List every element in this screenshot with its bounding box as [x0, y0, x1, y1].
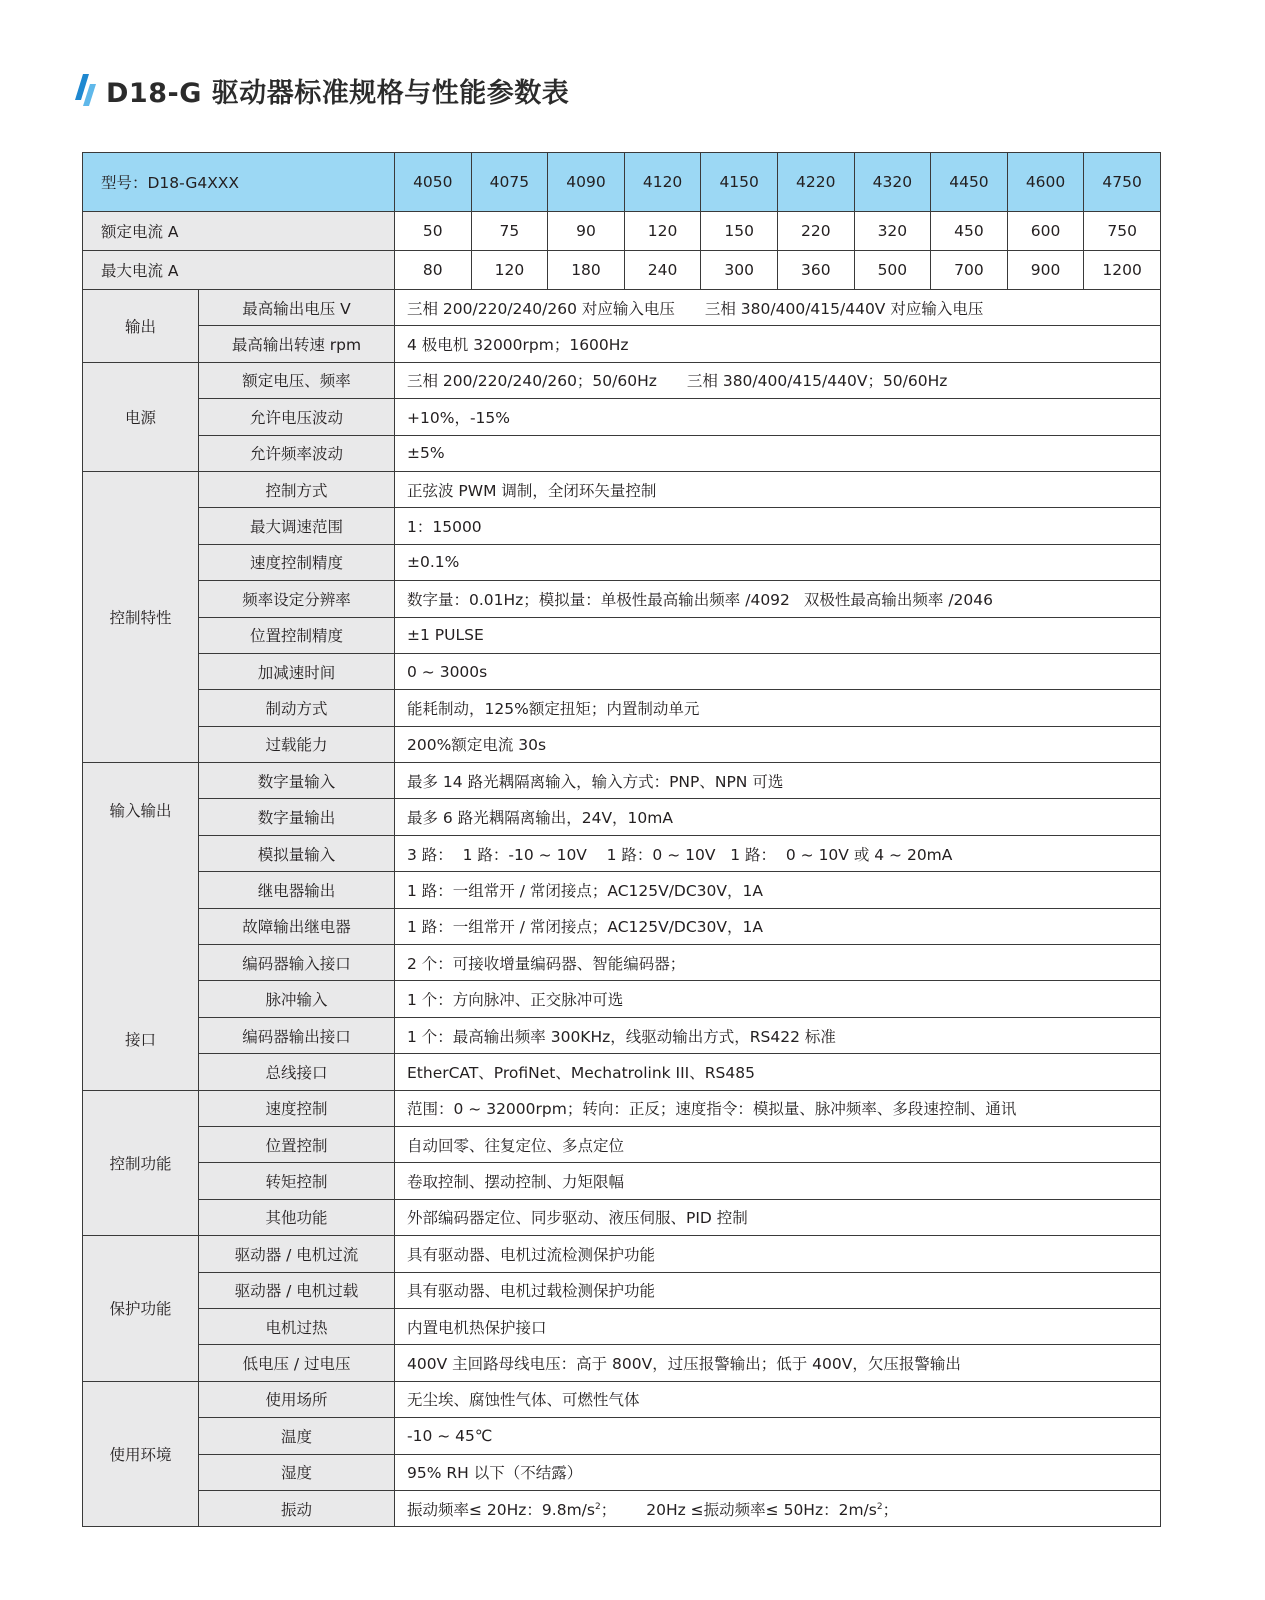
spec-value-part: ； — [882, 1500, 899, 1519]
category-io — [83, 763, 199, 1091]
rated-current-cell: 450 — [931, 212, 1008, 251]
spec-label: 允许电压波动 — [199, 399, 395, 435]
spec-value: 无尘埃、腐蚀性气体、可燃性气体 — [395, 1381, 1161, 1417]
spec-label: 振动 — [199, 1490, 395, 1526]
max-current-cell: 700 — [931, 251, 1008, 290]
spec-label: 位置控制精度 — [199, 617, 395, 653]
spec-value: ±5% — [395, 435, 1161, 471]
max-current-cell: 80 — [395, 251, 472, 290]
spec-value: 2 个：可接收增量编码器、智能编码器； — [395, 945, 1161, 981]
spec-value: 具有驱动器、电机过载检测保护功能 — [395, 1272, 1161, 1308]
spec-row — [83, 1381, 1161, 1417]
category-control-func: 控制功能 — [83, 1090, 199, 1236]
spec-row — [83, 508, 1161, 544]
spec-row — [83, 1199, 1161, 1235]
spec-label: 继电器输出 — [199, 872, 395, 908]
max-current-cell: 360 — [777, 251, 854, 290]
spec-row — [83, 1163, 1161, 1199]
rated-current-label: 额定电流 A — [83, 212, 395, 251]
spec-row — [83, 653, 1161, 689]
max-current-cell: 1200 — [1084, 251, 1161, 290]
spec-row — [83, 290, 1161, 326]
spec-value-part: 20Hz ≤振动频率≤ 50Hz：2m/s — [646, 1500, 877, 1519]
spec-label: 使用场所 — [199, 1381, 395, 1417]
spec-value-part: 数字量：0.01Hz；模拟量：单极性最高输出频率 /4092 — [407, 590, 790, 609]
spec-row — [83, 362, 1161, 398]
spec-value-part: 三相 200/220/240/260；50/60Hz — [407, 372, 657, 391]
spec-label: 模拟量输入 — [199, 835, 395, 871]
spec-value: 1：15000 — [395, 508, 1161, 544]
title-slash-logo-icon — [74, 74, 96, 106]
model-label: 型号：D18-G4XXX — [83, 153, 395, 212]
spec-label: 温度 — [199, 1418, 395, 1454]
spec-value: 内置电机热保护接口 — [395, 1308, 1161, 1344]
spec-value: 卷取控制、摆动控制、力矩限幅 — [395, 1163, 1161, 1199]
spec-row — [83, 799, 1161, 835]
spec-value: EtherCAT、ProfiNet、Mechatrolink III、RS485 — [395, 1054, 1161, 1090]
spec-value: 自动回零、往复定位、多点定位 — [395, 1126, 1161, 1162]
spec-value-part: 三相 380/400/415/440V 对应输入电压 — [704, 299, 984, 318]
page-header — [74, 70, 569, 110]
max-current-cell: 240 — [624, 251, 701, 290]
spec-value — [395, 290, 1161, 326]
model-header-row — [83, 153, 1161, 212]
spec-value: ±0.1% — [395, 544, 1161, 580]
spec-row — [83, 1090, 1161, 1126]
spec-label: 电机过热 — [199, 1308, 395, 1344]
model-cell: 4075 — [471, 153, 548, 212]
spec-label: 位置控制 — [199, 1126, 395, 1162]
spec-value: 外部编码器定位、同步驱动、液压伺服、PID 控制 — [395, 1199, 1161, 1235]
spec-row — [83, 763, 1161, 799]
category-output: 输出 — [83, 290, 199, 363]
spec-row — [83, 872, 1161, 908]
spec-row — [83, 1345, 1161, 1381]
spec-table — [82, 152, 1161, 1527]
spec-value: +10%，-15% — [395, 399, 1161, 435]
spec-row — [83, 471, 1161, 507]
spec-label: 最大调速范围 — [199, 508, 395, 544]
spec-label: 转矩控制 — [199, 1163, 395, 1199]
rated-current-cell: 750 — [1084, 212, 1161, 251]
spec-row — [83, 835, 1161, 871]
spec-label: 数字量输出 — [199, 799, 395, 835]
spec-value-part: 三相 380/400/415/440V；50/60Hz — [686, 372, 948, 391]
spec-label: 加减速时间 — [199, 653, 395, 689]
spec-value: 200%额定电流 30s — [395, 726, 1161, 762]
spec-value-part: 三相 200/220/240/260 对应输入电压 — [407, 299, 675, 318]
spec-row — [83, 1236, 1161, 1272]
spec-row — [83, 1490, 1161, 1526]
spec-label: 驱动器 / 电机过流 — [199, 1236, 395, 1272]
spec-label: 故障输出继电器 — [199, 908, 395, 944]
spec-label: 过载能力 — [199, 726, 395, 762]
spec-value — [395, 1490, 1161, 1526]
spec-value — [395, 362, 1161, 398]
model-cell: 4220 — [777, 153, 854, 212]
rated-current-cell: 150 — [701, 212, 778, 251]
spec-label: 速度控制精度 — [199, 544, 395, 580]
rated-current-cell: 600 — [1007, 212, 1084, 251]
spec-label: 额定电压、频率 — [199, 362, 395, 398]
spec-value: 1 路：一组常开 / 常闭接点；AC125V/DC30V，1A — [395, 872, 1161, 908]
spec-value: 3 路： 1 路：-10 ~ 10V 1 路：0 ~ 10V 1 路： 0 ~ 10V 或 4 ~ 20mA — [395, 835, 1161, 871]
max-current-cell: 300 — [701, 251, 778, 290]
spec-label: 控制方式 — [199, 471, 395, 507]
spec-value: 4 极电机 32000rpm；1600Hz — [395, 326, 1161, 362]
spec-row — [83, 1126, 1161, 1162]
max-current-cell: 120 — [471, 251, 548, 290]
spec-row — [83, 435, 1161, 471]
model-cell: 4320 — [854, 153, 931, 212]
model-cell: 4450 — [931, 153, 1008, 212]
spec-label: 允许频率波动 — [199, 435, 395, 471]
spec-label: 速度控制 — [199, 1090, 395, 1126]
rated-current-cell: 320 — [854, 212, 931, 251]
spec-value: 95% RH 以下（不结露） — [395, 1454, 1161, 1490]
rated-current-cell: 90 — [548, 212, 625, 251]
spec-label: 频率设定分辨率 — [199, 581, 395, 617]
spec-row — [83, 908, 1161, 944]
max-current-cell: 900 — [1007, 251, 1084, 290]
spec-label: 最高输出转速 rpm — [199, 326, 395, 362]
superscript: 2 — [876, 1501, 883, 1512]
category-protection: 保护功能 — [83, 1236, 199, 1382]
spec-label: 最高输出电压 V — [199, 290, 395, 326]
spec-row — [83, 399, 1161, 435]
spec-value — [395, 581, 1161, 617]
model-cell: 4120 — [624, 153, 701, 212]
spec-value: 1 个：方向脉冲、正交脉冲可选 — [395, 981, 1161, 1017]
spec-label: 低电压 / 过电压 — [199, 1345, 395, 1381]
spec-label: 制动方式 — [199, 690, 395, 726]
spec-value: 1 个：最高输出频率 300KHz，线驱动输出方式，RS422 标准 — [395, 1017, 1161, 1053]
spec-row — [83, 326, 1161, 362]
superscript: 2 — [594, 1501, 601, 1512]
model-cell: 4600 — [1007, 153, 1084, 212]
category-control-char: 控制特性 — [83, 471, 199, 762]
rated-current-row — [83, 212, 1161, 251]
spec-label: 数字量输入 — [199, 763, 395, 799]
model-cell: 4750 — [1084, 153, 1161, 212]
spec-value: 能耗制动，125%额定扭矩；内置制动单元 — [395, 690, 1161, 726]
max-current-cell: 500 — [854, 251, 931, 290]
spec-row — [83, 690, 1161, 726]
spec-value: 0 ~ 3000s — [395, 653, 1161, 689]
rated-current-cell: 50 — [395, 212, 472, 251]
spec-value: 正弦波 PWM 调制，全闭环矢量控制 — [395, 471, 1161, 507]
spec-row — [83, 1418, 1161, 1454]
max-current-cell: 180 — [548, 251, 625, 290]
spec-value: 最多 14 路光耦隔离输入，输入方式：PNP、NPN 可选 — [395, 763, 1161, 799]
page-title: D18-G 驱动器标准规格与性能参数表 — [106, 77, 570, 109]
spec-row — [83, 1308, 1161, 1344]
spec-value: 具有驱动器、电机过流检测保护功能 — [395, 1236, 1161, 1272]
spec-value: 范围：0 ~ 32000rpm；转向：正反；速度指令：模拟量、脉冲频率、多段速控制、通讯 — [395, 1090, 1161, 1126]
spec-row — [83, 945, 1161, 981]
rated-current-cell: 75 — [471, 212, 548, 251]
spec-label: 湿度 — [199, 1454, 395, 1490]
spec-value: ±1 PULSE — [395, 617, 1161, 653]
category-io-label: 输入输出 — [109, 802, 172, 821]
rated-current-cell: 220 — [777, 212, 854, 251]
model-cell: 4150 — [701, 153, 778, 212]
spec-row — [83, 544, 1161, 580]
spec-value-part: 双极性最高输出频率 /2046 — [803, 590, 994, 609]
spec-row — [83, 581, 1161, 617]
spec-label: 编码器输出接口 — [199, 1017, 395, 1053]
max-current-row — [83, 251, 1161, 290]
spec-label: 驱动器 / 电机过载 — [199, 1272, 395, 1308]
spec-label: 其他功能 — [199, 1199, 395, 1235]
spec-label: 脉冲输入 — [199, 981, 395, 1017]
category-power: 电源 — [83, 362, 199, 471]
spec-value: -10 ~ 45℃ — [395, 1418, 1161, 1454]
max-current-label: 最大电流 A — [83, 251, 395, 290]
spec-value: 400V 主回路母线电压：高于 800V，过压报警输出；低于 400V，欠压报警输出 — [395, 1345, 1161, 1381]
spec-row — [83, 1054, 1161, 1090]
spec-row — [83, 1017, 1161, 1053]
category-environment: 使用环境 — [83, 1381, 199, 1527]
spec-row — [83, 1272, 1161, 1308]
spec-row — [83, 617, 1161, 653]
spec-value: 最多 6 路光耦隔离输出，24V，10mA — [395, 799, 1161, 835]
model-cell: 4050 — [395, 153, 472, 212]
spec-row — [83, 981, 1161, 1017]
spec-label: 总线接口 — [199, 1054, 395, 1090]
spec-value-part: ； — [600, 1500, 617, 1519]
category-interface-label: 接口 — [124, 1030, 156, 1049]
spec-label: 编码器输入接口 — [199, 945, 395, 981]
spec-row — [83, 1454, 1161, 1490]
spec-row — [83, 726, 1161, 762]
model-cell: 4090 — [548, 153, 625, 212]
spec-value: 1 路：一组常开 / 常闭接点；AC125V/DC30V，1A — [395, 908, 1161, 944]
rated-current-cell: 120 — [624, 212, 701, 251]
spec-value-part: 振动频率≤ 20Hz：9.8m/s — [407, 1500, 595, 1519]
